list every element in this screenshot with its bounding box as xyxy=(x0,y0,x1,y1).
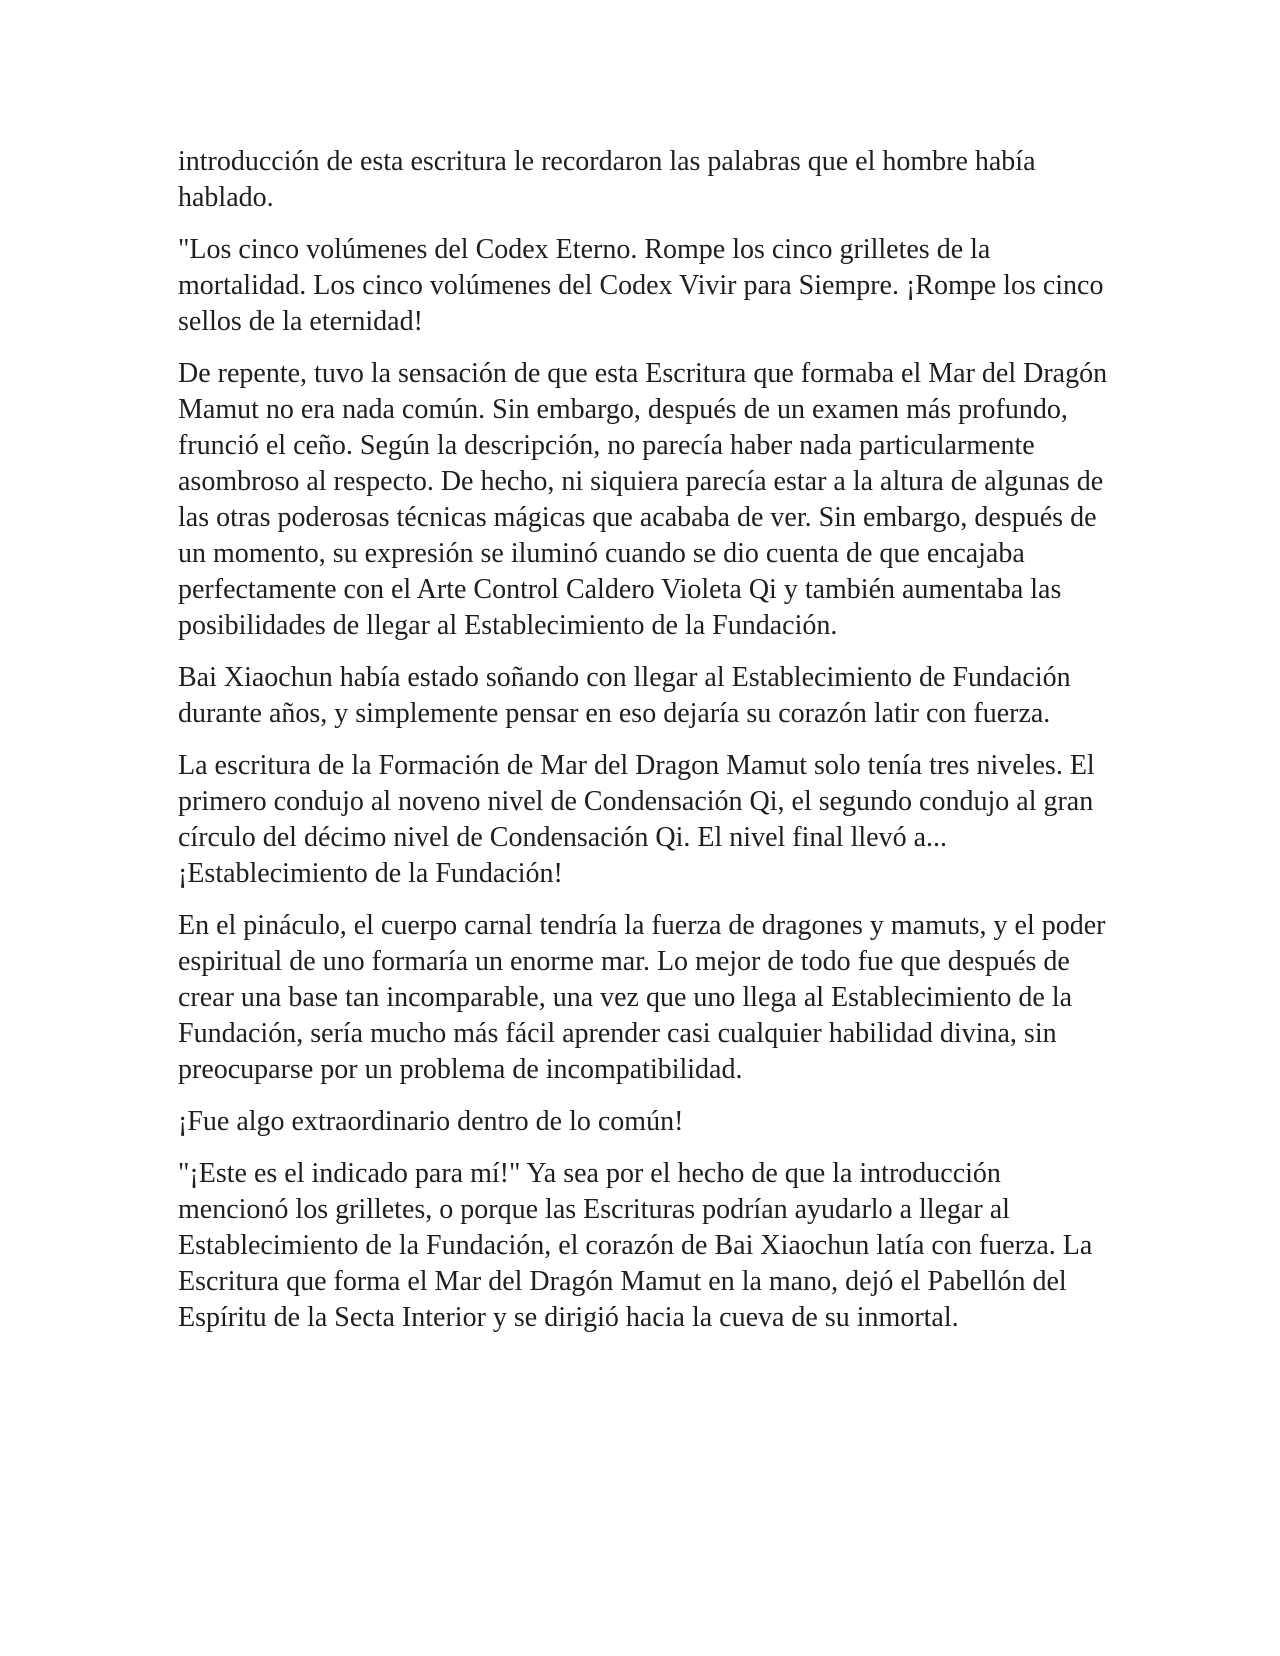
paragraph-7: ¡Fue algo extraordinario dentro de lo común! xyxy=(178,1106,684,1137)
paragraph-5: La escritura de la Formación de Mar del Dragon Mamut solo tenía tres niveles. El primero condujo al noveno nivel de Condensación Qi, el segundo condujo al gran círculo del décimo nivel de Condensación Qi. El nivel final llevó a... ¡Establecimiento de la Fundación! xyxy=(178,750,1095,889)
paragraph-2: "Los cinco volúmenes del Codex Eterno. Rompe los cinco grilletes de la mortalidad. Los cinco volúmenes del Codex Vivir para Siempre. ¡Rompe los cinco sellos de la eternidad! xyxy=(178,234,1104,337)
paragraph-1: introducción de esta escritura le recordaron las palabras que el hombre había hablado. xyxy=(178,146,1036,213)
paragraph-4: Bai Xiaochun había estado soñando con llegar al Establecimiento de Fundación durante años, y simplemente pensar en eso dejaría su corazón latir con fuerza. xyxy=(178,662,1071,729)
paragraph-6: En el pináculo, el cuerpo carnal tendría la fuerza de dragones y mamuts, y el poder espiritual de uno formaría un enorme mar. Lo mejor de todo fue que después de crear una base tan incomparable, una vez que uno llega al Establecimiento de la Fundación, sería mucho más fácil aprender casi cualquier habilidad divina, sin preocuparse por un problema de incompatibilidad. xyxy=(178,910,1106,1085)
body-text xyxy=(178,144,1108,1352)
paragraph-8: "¡Este es el indicado para mí!" Ya sea por el hecho de que la introducción mencionó los grilletes, o porque las Escrituras podrían ayudarlo a llegar al Establecimiento de la Fundación, el corazón de Bai Xiaochun latía con fuerza. La Escritura que forma el Mar del Dragón Mamut en la mano, dejó el Pabellón del Espíritu de la Secta Interior y se dirigió hacia la cueva de su inmortal. xyxy=(178,1158,1093,1333)
paragraph-3: De repente, tuvo la sensación de que esta Escritura que formaba el Mar del Dragón Mamut no era nada común. Sin embargo, después de un examen más profundo, frunció el ceño. Según la descripción, no parecía haber nada particularmente asombroso al respecto. De hecho, ni siquiera parecía estar a la altura de algunas de las otras poderosas técnicas mágicas que acababa de ver. Sin embargo, después de un momento, su expresión se iluminó cuando se dio cuenta de que encajaba perfectamente con el Arte Control Caldero Violeta Qi y también aumentaba las posibilidades de llegar al Establecimiento de la Fundación. xyxy=(178,358,1108,641)
